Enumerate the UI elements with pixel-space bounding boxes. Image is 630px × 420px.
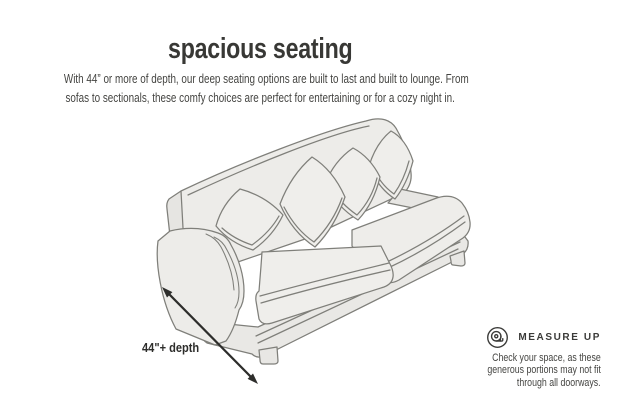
sofa-foot-front — [259, 347, 278, 364]
measure-up-heading: MEASURE UP — [518, 332, 601, 343]
caption-line: generous portions may not fit — [487, 364, 601, 377]
intro-line: With 44” or more of depth, our deep seating options are built to last and built to lounge. From — [63, 71, 469, 86]
intro-line: sofas to sectionals, these comfy choices are perfect for entertaining or for a cozy night in. — [65, 89, 455, 105]
measure-up-section — [401, 326, 601, 389]
measure-up-header — [486, 326, 601, 349]
page-title-text: spacious seating — [167, 33, 353, 65]
caption-line: through all doorways. — [517, 376, 601, 389]
tape-measure-icon — [486, 326, 509, 349]
caption-line: Check your space, as these — [492, 352, 601, 364]
measure-up-caption — [459, 352, 601, 389]
depth-dimension-label: 44"+ depth — [142, 340, 200, 355]
